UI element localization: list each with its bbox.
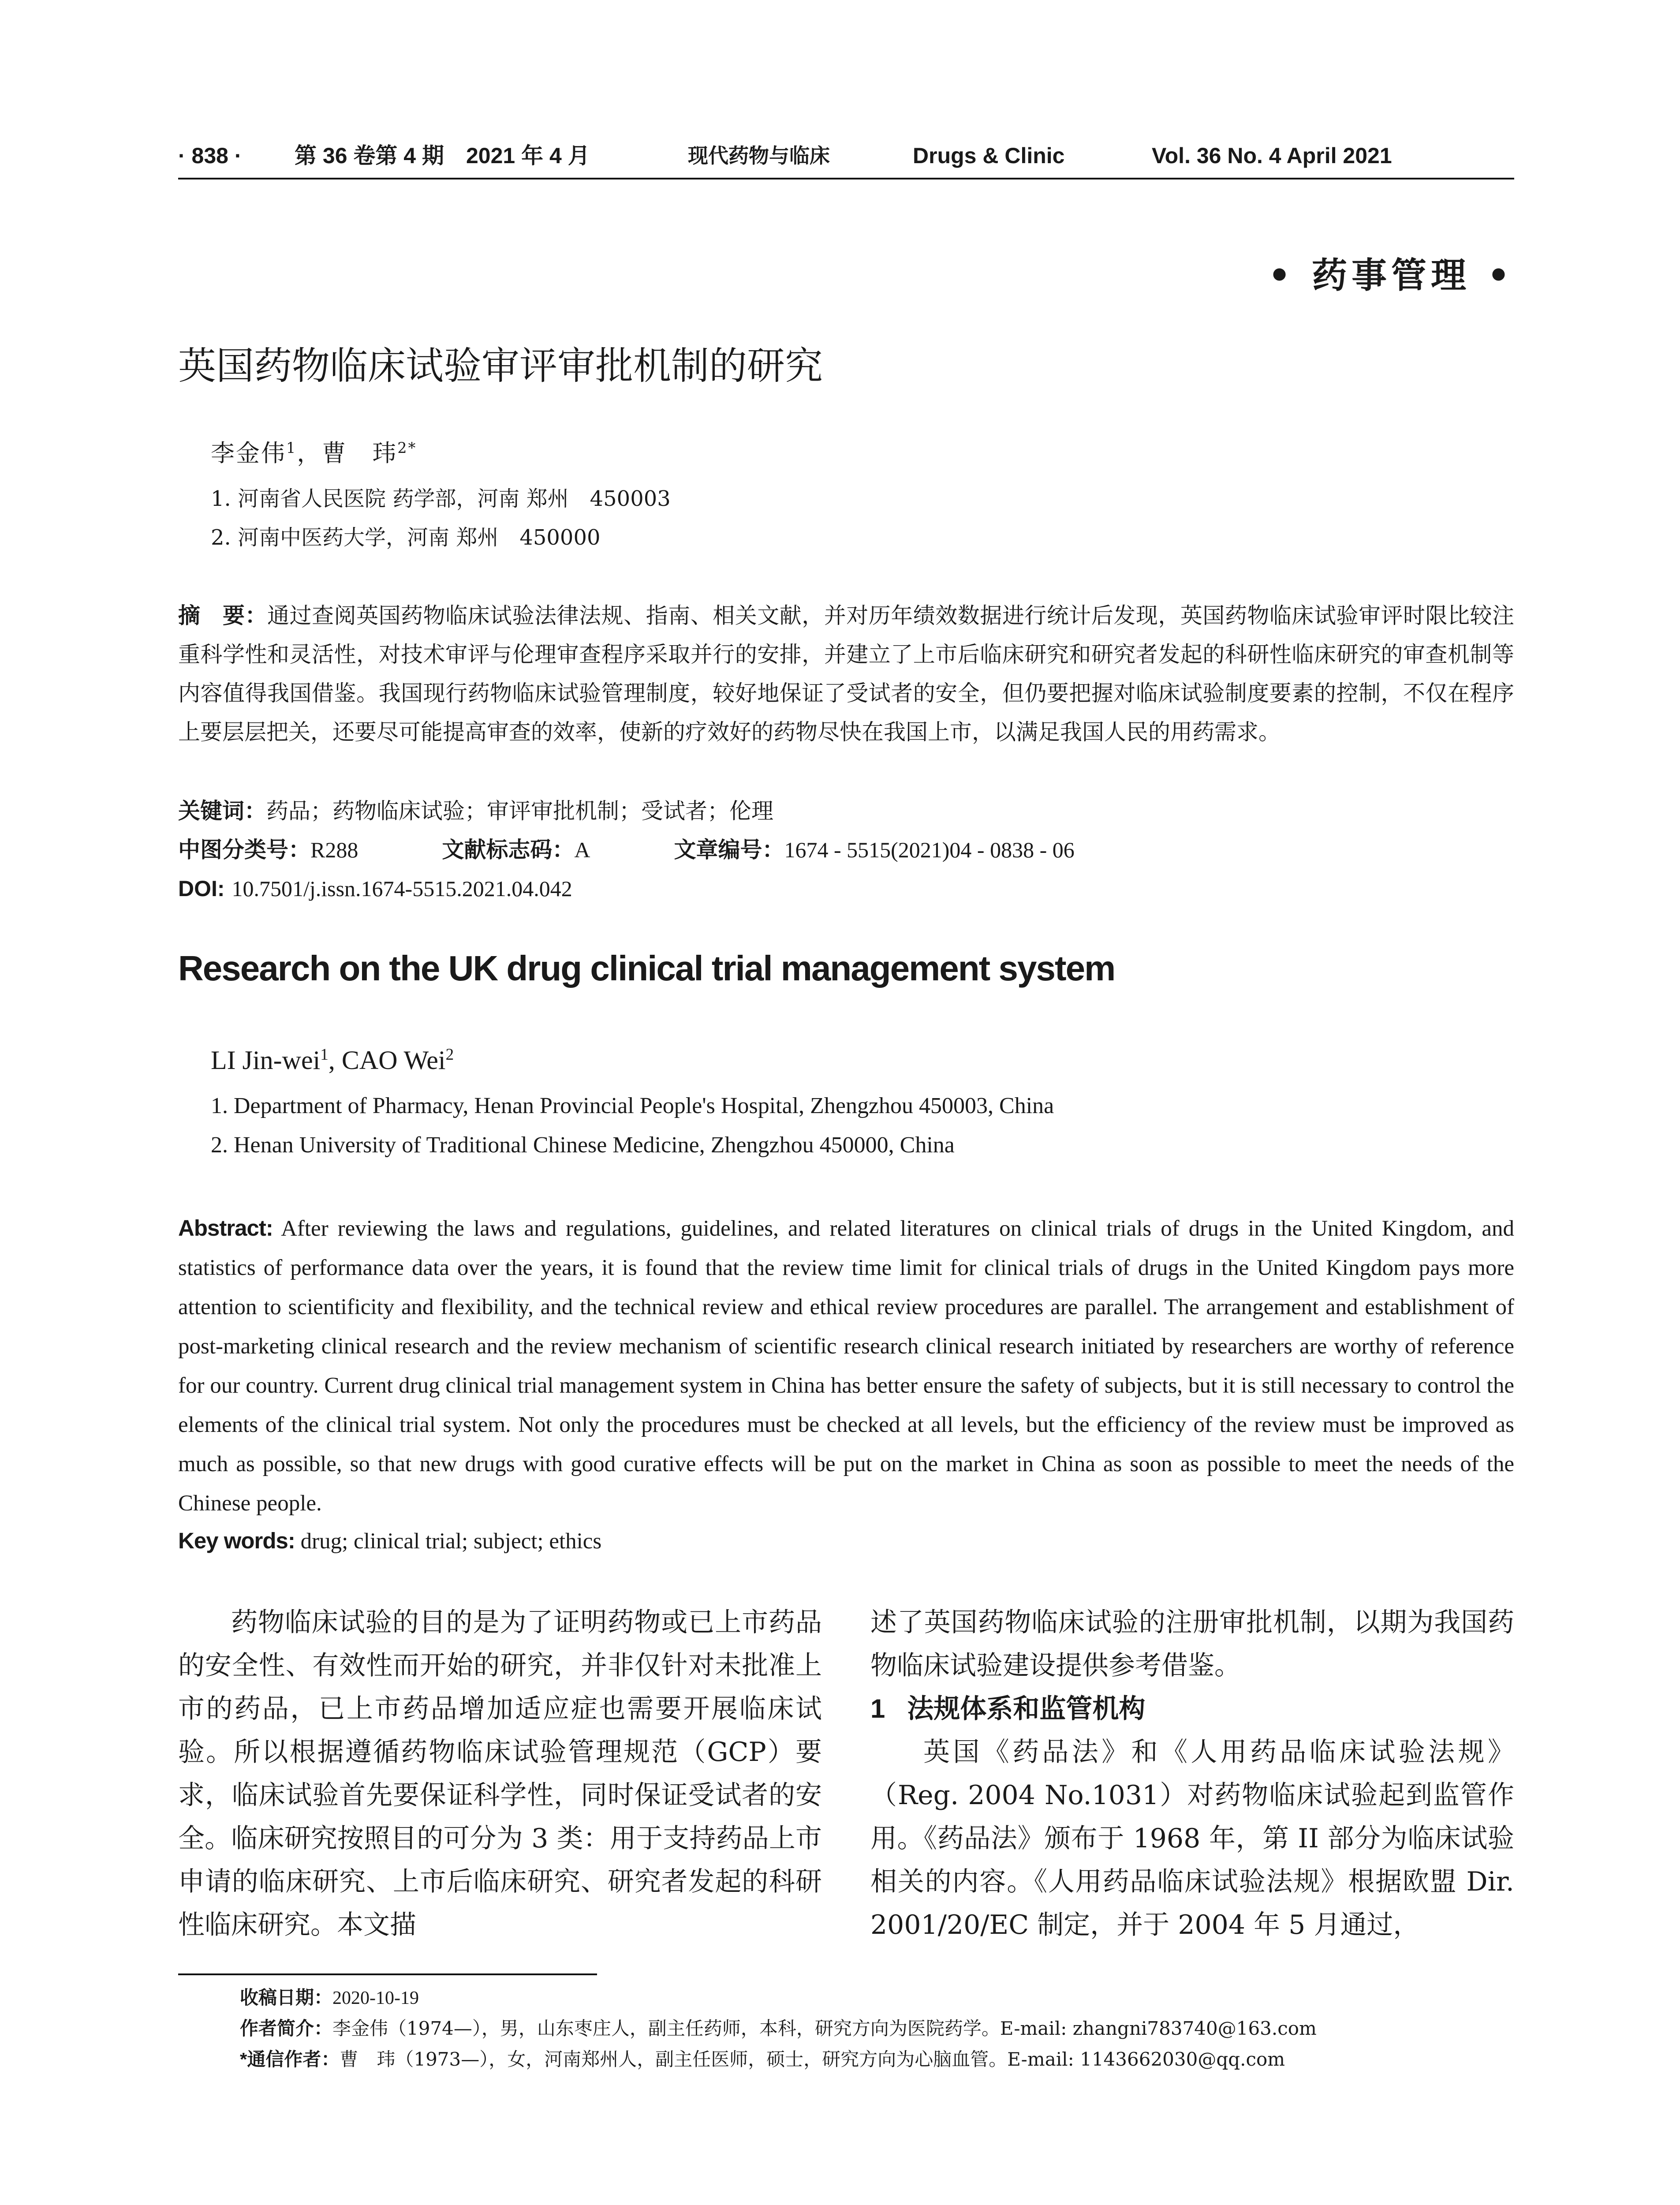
abstract-en-text: After reviewing the laws and regulations, guidelines, and related literatures on clinical trials of drugs in the United Kingdom, and statistics of performance data over the years, it is found that the review time limit for clinical trials of drugs in the United Kingdom pays more attention to scientificity and flexibility, and the technical review and ethical review procedures are parallel. The arrangement and establishment of post-marketing clinical research and the review mechanism of scientific research clinical research initiated by researchers are worthy of reference for our country. Current drug clinical trial management system in China has better ensure the safety of subjects, but it is still necessary to control the elements of the clinical trial system. Not only the procedures must be checked at all levels, but the efficiency of the review must be improved as much as possible, so that new drugs with good curative effects will be put on the market in China as soon as possible to meet the needs of the Chinese people. — [178, 1216, 1514, 1516]
header-issue-en: Vol. 36 No. 4 April 2021 — [1152, 143, 1392, 168]
keywords-en — [178, 1521, 601, 1561]
author-1-cn-sup: 1 — [286, 439, 297, 456]
author-1-en-sup: 1 — [320, 1046, 329, 1064]
author-2-cn: 曹 玮 — [322, 439, 398, 467]
keywords-cn-label: 关键词： — [178, 799, 266, 823]
body-left-paragraph: 药物临床试验的目的是为了证明药物或已上市药品的安全性、有效性而开始的研究，并非仅针对未批准上市的药品，已上市药品增加适应症也需要开展临床试验。所以根据遵循药物临床试验管理规范（GCP）要求，临床试验首先要保证科学性，同时保证受试者的安全。临床研究按照目的可分为 3 类：用于支持药品上市申请的临床研究、上市后临床研究、研究者发起的科研性临床研究。本文描 — [178, 1607, 822, 1940]
section-tag: • 药事管理 • — [1268, 254, 1514, 296]
affiliation-cn-1: 1. 河南省人民医院 药学部，河南 郑州 450003 — [211, 486, 671, 511]
doc-code-value: A — [574, 837, 590, 862]
authors-en — [211, 1045, 454, 1076]
abstract-en — [178, 1208, 1514, 1523]
author-bio-label: 作者简介： — [240, 2018, 333, 2039]
body-right-paragraph-1: 述了英国药物临床试验的注册审批机制，以期为我国药物临床试验建设提供参考借鉴。 — [870, 1607, 1514, 1681]
doc-code-label: 文献标志码： — [442, 837, 575, 862]
author-bio-text: 李金伟（1974—），男，山东枣庄人，副主任药师，本科，研究方向为医院药学。E-mail: zhangni783740@163.com — [332, 2018, 1317, 2039]
keywords-en-label: Key words: — [178, 1528, 295, 1553]
footnote-rule — [178, 1973, 597, 1975]
author-separator-cn: ， — [297, 439, 322, 467]
author-2-cn-sup: 2* — [397, 439, 417, 456]
doi-line — [178, 869, 572, 908]
author-2-en-sup: 2 — [445, 1046, 454, 1064]
classification-line — [178, 830, 1075, 869]
header-journal-cn: 现代药物与临床 — [688, 144, 830, 168]
affiliation-en-2: 2. Henan University of Traditional Chinese Medicine, Zhengzhou 450000, China — [211, 1132, 955, 1158]
doi-label: DOI: — [178, 876, 225, 901]
author-2-en: CAO Wei — [341, 1046, 446, 1075]
body-right-paragraph-2: 英国《药品法》和《人用药品临床试验法规》（Reg. 2004 No.1031）对药物临床试验起到监管作用。《药品法》颁布于 1968 年，第 II 部分为临床试验相关的内容。《人用药品临床试验法规》根据欧盟 Dir. 2001/20/EC 制定，并于 2004 年 5 月通过， — [870, 1737, 1514, 1940]
abstract-en-label: Abstract: — [178, 1215, 273, 1241]
clc-label: 中图分类号： — [178, 837, 310, 862]
author-separator-en: , — [328, 1046, 342, 1075]
section-1-heading — [870, 1687, 1514, 1730]
section-1-title: 法规体系和监管机构 — [907, 1694, 1146, 1723]
keywords-en-text: drug; clinical trial; subject; ethics — [300, 1529, 602, 1554]
corresponding-label: *通信作者： — [240, 2049, 340, 2070]
keywords-cn-text: 药品；药物临床试验；审评审批机制；受试者；伦理 — [266, 798, 773, 824]
abstract-cn — [178, 596, 1514, 751]
doi-value[interactable]: 10.7501/j.issn.1674-5515.2021.04.042 — [231, 876, 572, 901]
author-1-en: LI Jin-wei — [211, 1046, 321, 1075]
corresponding-text: 曹 玮（1973—），女，河南郑州人，副主任医师，硕士，研究方向为心脑血管。E-mail: 1143662030@qq.com — [340, 2048, 1285, 2070]
article-number-label: 文章编号： — [674, 837, 784, 862]
body-right-column — [870, 1601, 1514, 1947]
keywords-cn — [178, 792, 773, 830]
footnote-received — [240, 1984, 419, 2012]
affiliation-en-1: 1. Department of Pharmacy, Henan Provincial People's Hospital, Zhengzhou 450003, China — [211, 1093, 1054, 1118]
article-title-en: Research on the UK drug clinical trial management system — [178, 949, 1115, 988]
abstract-cn-text: 通过查阅英国药物临床试验法律法规、指南、相关文献，并对历年绩效数据进行统计后发现，英国药物临床试验审评时限比较注重科学性和灵活性，对技术审评与伦理审查程序采取并行的安排，并建立了上市后临床研究和研究者发起的科研性临床研究的审查机制等内容值得我国借鉴。我国现行药物临床试验管理制度，较好地保证了受试者的安全，但仍要把握对临床试验制度要素的控制，不仅在程序上要层层把关，还要尽可能提高审查的效率，使新的疗效好的药物尽快在我国上市，以满足我国人民的用药需求。 — [178, 603, 1515, 745]
received-date: 2020-10-19 — [332, 1988, 419, 2008]
author-1-cn: 李金伟 — [211, 439, 286, 467]
affiliation-cn-2: 2. 河南中医药大学，河南 郑州 450000 — [211, 525, 601, 550]
article-title-cn: 英国药物临床试验审评审批机制的研究 — [178, 344, 823, 388]
received-label: 收稿日期： — [240, 1987, 333, 2008]
section-1-number: 1 — [870, 1694, 885, 1723]
footnote-corresponding — [240, 2045, 1285, 2074]
authors-cn — [211, 434, 417, 468]
footnote-author-bio — [240, 2014, 1317, 2043]
body-left-column — [178, 1601, 822, 1947]
abstract-cn-label: 摘 要： — [178, 603, 268, 628]
header-page-number: · 838 · — [178, 143, 242, 168]
clc-value: R288 — [310, 837, 358, 862]
header-rule — [178, 178, 1514, 179]
header-issue-cn: 第 36 卷第 4 期 2021 年 4 月 — [295, 143, 590, 168]
header-journal-en: Drugs & Clinic — [913, 143, 1065, 168]
article-number-value: 1674 - 5515(2021)04 - 0838 - 06 — [784, 837, 1075, 862]
